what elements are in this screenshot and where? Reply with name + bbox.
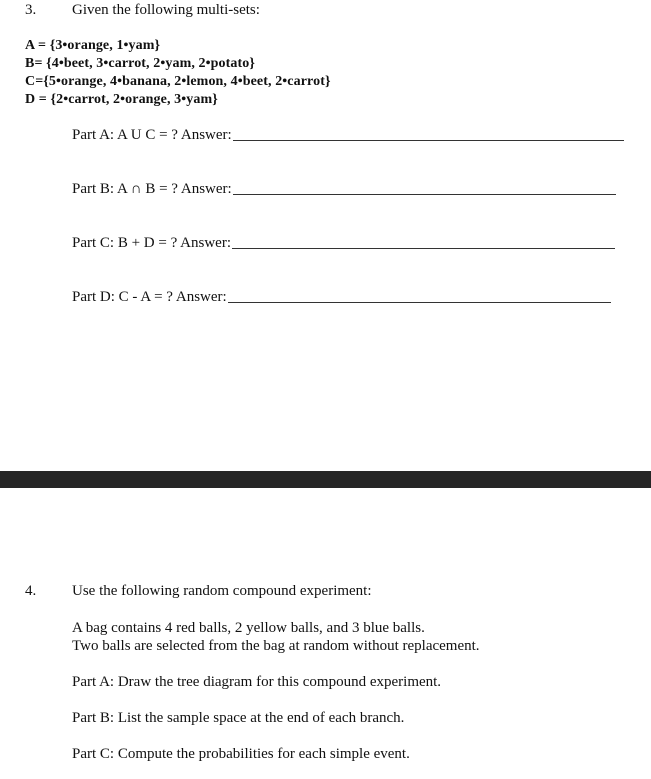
experiment-description-line-1: A bag contains 4 red balls, 2 yellow balls, and 3 blue balls. [72, 620, 425, 636]
part-c-answer-line[interactable] [232, 247, 615, 249]
part-a-label: Part A: A U C = ? Answer: [72, 127, 232, 143]
q4-part-c: Part C: Compute the probabilities for each simple event. [72, 746, 410, 762]
multiset-d: D = {2•carrot, 2•orange, 3•yam} [25, 92, 218, 107]
question-4-prompt: Use the following random compound experiment: [72, 583, 372, 599]
part-d-row [72, 289, 611, 306]
multiset-b: B= {4•beet, 3•carrot, 2•yam, 2•potato} [25, 56, 255, 71]
part-a-row [72, 127, 624, 144]
multiset-a: A = {3•orange, 1•yam} [25, 38, 161, 53]
part-c-label: Part C: B + D = ? Answer: [72, 235, 231, 251]
question-4-number: 4. [25, 583, 37, 599]
part-a-answer-line[interactable] [233, 139, 624, 141]
part-d-answer-line[interactable] [228, 301, 611, 303]
section-divider [0, 471, 651, 488]
experiment-description-line-2: Two balls are selected from the bag at random without replacement. [72, 638, 480, 654]
part-d-label: Part D: C - A = ? Answer: [72, 289, 227, 305]
question-3-number: 3. [25, 2, 37, 18]
part-b-answer-line[interactable] [233, 193, 616, 195]
q4-part-b: Part B: List the sample space at the end of each branch. [72, 710, 405, 726]
part-b-label: Part B: A ∩ B = ? Answer: [72, 181, 232, 197]
multiset-c: C={5•orange, 4•banana, 2•lemon, 4•beet, 2•carrot} [25, 74, 331, 89]
question-3-prompt: Given the following multi-sets: [72, 2, 260, 18]
part-b-row [72, 181, 616, 198]
q4-part-a: Part A: Draw the tree diagram for this compound experiment. [72, 674, 442, 690]
part-c-row [72, 235, 615, 252]
